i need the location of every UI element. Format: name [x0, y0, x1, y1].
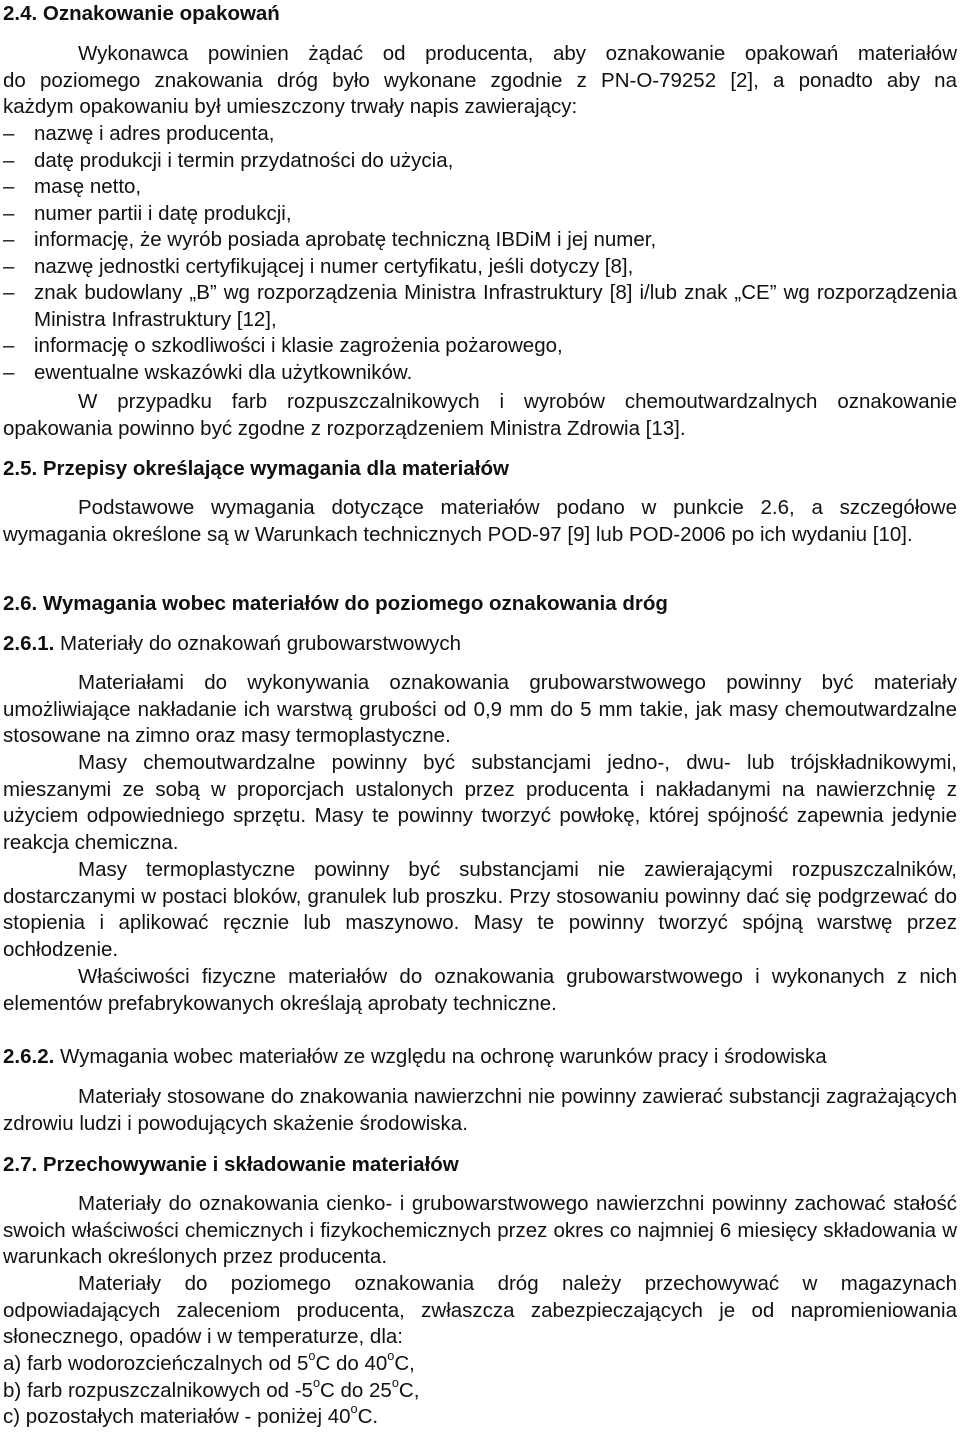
- list-item: c) pozostałych materiałów - poniżej 40$^o$C.: [3, 1401, 379, 1428]
- label-requirements-list: [3, 121, 957, 386]
- paragraph: W przypadku farb rozpuszczalnikowych i wyrobów chemoutwardzalnych oznakowanie opakowania powinno być zgodne z rozporządzeniem Ministra Zdrowia [13].: [3, 390, 957, 440]
- list-item: – informację, że wyrób posiada aprobatę techniczną IBDiM i jej numer,: [3, 227, 957, 254]
- intro-line: do poziomego znakowania dróg było wykonane zgodnie z PN-O-79252 [2], a ponadto aby na: [3, 68, 957, 92]
- list-item: – numer partii i datę produkcji,: [3, 201, 957, 228]
- dash-bullet: –: [3, 334, 15, 357]
- list-item: a) farb wodorozcieńczalnych od 5$^o$C do 40$^o$C,: [3, 1348, 415, 1375]
- intro-line: każdym opakowaniu był umieszczony trwały napis zawierający:: [3, 95, 578, 118]
- section-heading-2-4: 2.4. Oznakowanie opakowań: [3, 2, 280, 25]
- subsection-heading-2-6-1: 2.6.1. Materiały do oznakowań grubowarstwowych: [3, 632, 462, 655]
- subsection-heading-2-6-2: 2.6.2. Wymagania wobec materiałów ze względu na ochronę warunków pracy i środowiska: [3, 1045, 827, 1068]
- paragraph: Materiały stosowane do znakowania nawierzchni nie powinny zawierać substancji zagrażających zdrowiu ludzi i powodujących skażenie środowiska.: [3, 1085, 957, 1135]
- paragraph: Podstawowe wymagania dotyczące materiałów podano w punkcie 2.6, a szczegółowe wymagania określone są w Warunkach technicznych POD-97 [9] lub POD-2006 po ich wydaniu [10].: [3, 496, 957, 546]
- paragraph: Materiałami do wykonywania oznakowania grubowarstwowego powinny być materiały umożliwiające nakładanie ich warstwą grubości od 0,9 mm do 5 mm takie, jak masy chemoutwardzalne stosowane na zimno oraz masy termoplastyczne.: [3, 671, 957, 747]
- list-item: – datę produkcji i termin przydatności do użycia,: [3, 148, 957, 175]
- list-item: – nazwę jednostki certyfikującej i numer certyfikatu, jeśli dotyczy [8],: [3, 254, 957, 281]
- dash-bullet: –: [3, 201, 15, 225]
- section-heading-2-5: 2.5. Przepisy określające wymagania dla materiałów: [3, 457, 509, 480]
- list-item: – nazwę i adres producenta,: [3, 121, 957, 148]
- paragraph: Masy termoplastyczne powinny być substancjami nie zawierającymi rozpuszczalników, dostarczanymi w postaci bloków, granulek lub proszku. Przy stosowaniu powinny dać się podgrzewać do stopienia i aplikować ręcznie lub maszynowo. Masy te powinny tworzyć spójną warstwę przez ochłodzenie.: [3, 858, 957, 961]
- paragraph: Materiały do oznakowania cienko- i grubowarstwowego nawierzchni powinny zachować stałość swoich właściwości chemicznych i fizykochemicznych przez okres co najmniej 6 miesięcy składowania w warunkach określonych przez producenta.: [3, 1192, 957, 1268]
- paragraph: Masy chemoutwardzalne powinny być substancjami jedno-, dwu- lub trójskładnikowymi, mieszanymi ze sobą w proporcjach ustalonych przez producenta i nakładanymi na nawierzchnię z użyciem odpowiedniego sprzętu. Masy te powinny tworzyć powłokę, której spójność zapewnia jedynie reakcja chemiczna.: [3, 751, 957, 854]
- list-item: – masę netto,: [3, 174, 957, 201]
- paragraph: Materiały do poziomego oznakowania dróg należy przechowywać w magazynach odpowiadających zaleceniom producenta, zwłaszcza zabezpieczających je od napromieniowania słonecznego, opadów i w temperaturze, dla:: [3, 1272, 957, 1348]
- list-item: – informację o szkodliwości i klasie zagrożenia pożarowego,: [3, 333, 957, 360]
- dash-bullet: –: [3, 175, 15, 198]
- intro-paragraph: [3, 41, 957, 121]
- dash-bullet: –: [3, 228, 15, 251]
- section-heading-2-6: 2.6. Wymagania wobec materiałów do poziomego oznakowania dróg: [3, 592, 668, 615]
- dash-bullet: –: [3, 360, 15, 384]
- list-item: b) farb rozpuszczalnikowych od -5$^o$C do 25$^o$C,: [3, 1374, 420, 1402]
- list-item: – ewentualne wskazówki dla użytkowników.: [3, 360, 957, 387]
- temperature-list: [3, 1348, 957, 1431]
- intro-line: Wykonawca powinien żądać od producenta, aby oznakowanie opakowań materiałów: [78, 42, 957, 65]
- dash-bullet: –: [3, 148, 15, 172]
- dash-bullet: –: [3, 254, 15, 278]
- dash-bullet: –: [3, 122, 15, 145]
- list-item: – znak budowlany „B” wg rozporządzenia Ministra Infrastruktury [8] i/lub znak „CE” wg rozporządzenia Ministra Infrastruktury [12],: [3, 281, 957, 331]
- dash-bullet: –: [3, 281, 15, 304]
- section-heading-2-7: 2.7. Przechowywanie i składowanie materiałów: [3, 1153, 459, 1176]
- paragraph: Właściwości fizyczne materiałów do oznakowania grubowarstwowego i wykonanych z nich elementów prefabrykowanych określają aprobaty techniczne.: [3, 965, 957, 1015]
